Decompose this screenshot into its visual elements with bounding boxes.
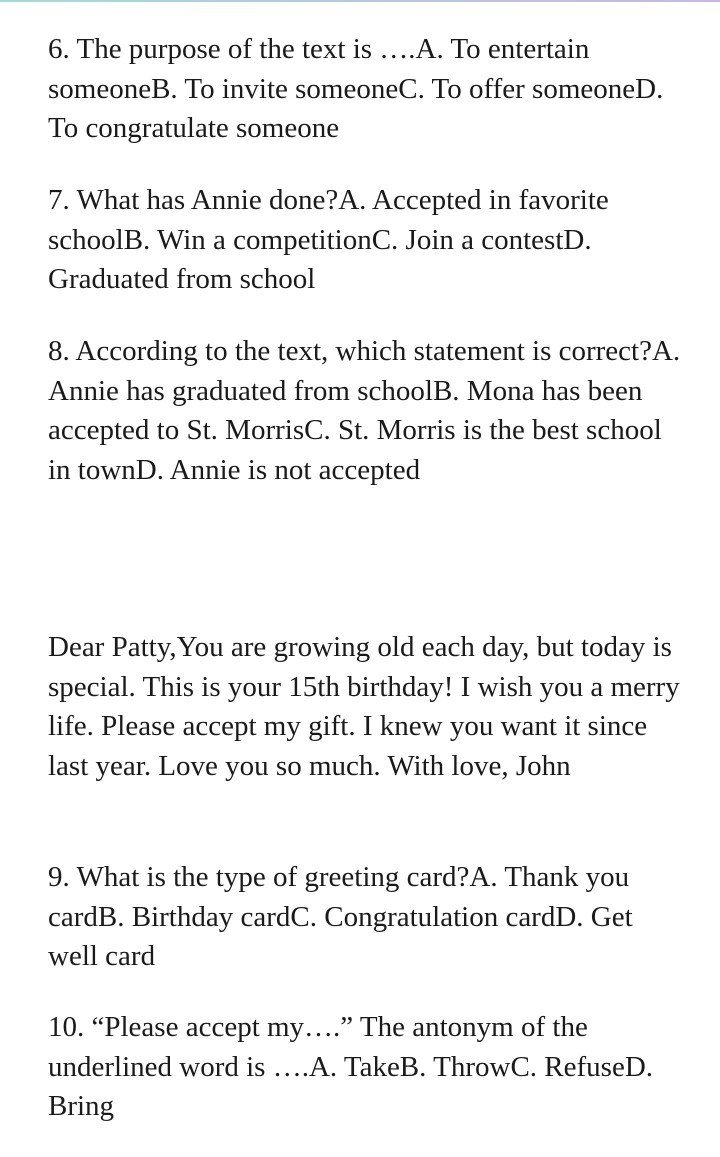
question-8: 8. According to the text, which statement is correct?A. Annie has graduated from schoolB. Mona has been accepted to St. MorrisC. St. Morris is the best school in townD. Annie is not accepted [48,335,681,486]
question-7: 7. What has Annie done?A. Accepted in favorite schoolB. Win a competitionC. Join a contestD. Graduated from school [48,184,609,295]
top-divider [0,0,720,2]
question-10: 10. “Please accept my….” The antonym of the underlined word is ….A. TakeB. ThrowC. RefuseD. Bring [48,1011,654,1122]
question-6: 6. The purpose of the text is ….A. To entertain someoneB. To invite someoneC. To offer someoneD. To congratulate someone [48,33,664,144]
greeting-card-passage: Dear Patty,You are growing old each day, but today is special. This is your 15th birthday! I wish you a merry life. Please accept my gift. I knew you want it since last year. Love you so much. With love, John [48,631,680,782]
question-9: 9. What is the type of greeting card?A. Thank you cardB. Birthday cardC. Congratulation cardD. Get well card [48,861,633,972]
